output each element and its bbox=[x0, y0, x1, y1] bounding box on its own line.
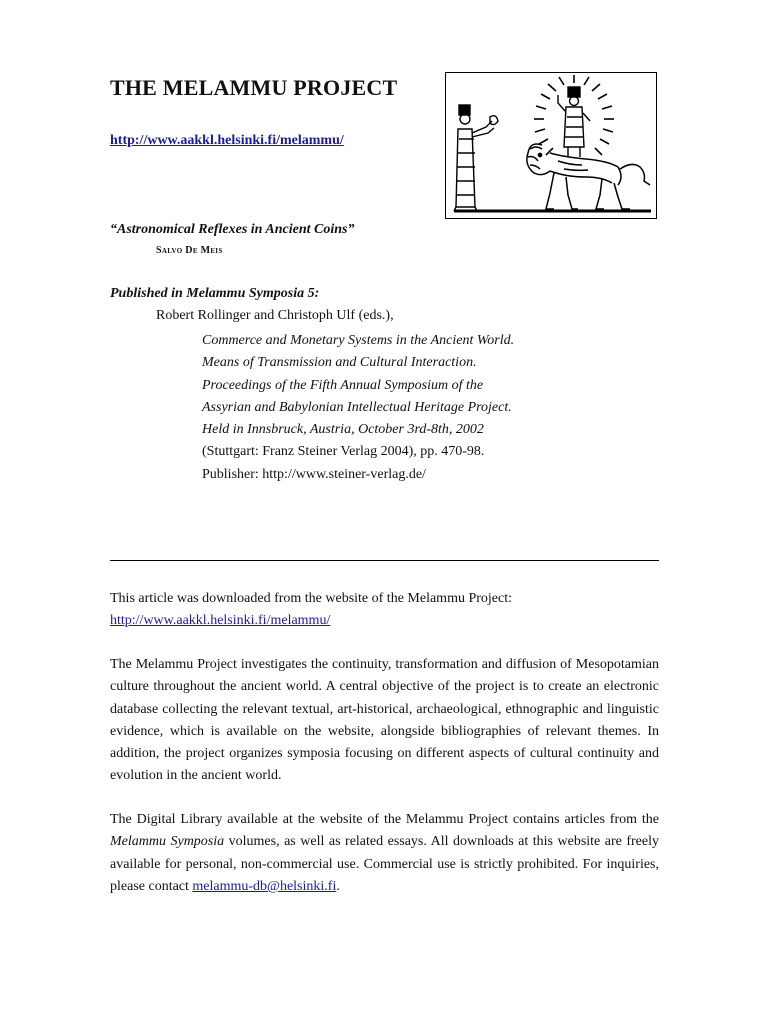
digital-library-paragraph bbox=[110, 809, 659, 898]
book-subtitle-line: Means of Transmission and Cultural Interaction. bbox=[202, 355, 477, 371]
horizontal-divider bbox=[110, 560, 659, 561]
published-heading: Published in Melammu Symposia 5: bbox=[110, 286, 320, 301]
symposia-title: Melammu Symposia bbox=[110, 834, 225, 850]
proceedings-line: Proceedings of the Fifth Annual Symposium of the bbox=[202, 377, 484, 393]
project-url-link[interactable]: http://www.aakkl.helsinki.fi/melammu/ bbox=[110, 133, 344, 148]
publication-details bbox=[202, 330, 514, 486]
project-description-paragraph: The Melammu Project investigates the continuity, transformation and diffusion of Mesopotamian culture throughout the ancient world. A central objective of the project is to create an electronic database collecting the relevant textual, art-historical, archaeological, ethnographic and linguistic evidence, which is available on the website, alongside bibliographies of relevant themes. In addition, the project organizes symposia focusing on different aspects of cultural continuity and evolution in the ancient world. bbox=[110, 657, 659, 784]
page-title: THE MELAMMU PROJECT bbox=[110, 75, 398, 100]
melammu-seal-icon bbox=[445, 72, 657, 219]
paragraph-text: volumes, as well as related essays. All downloads at this website are freely available for personal, non-commercial use. Commercial use is strictly prohibited. For inquiries, please contact bbox=[110, 834, 659, 894]
article-author: Salvo De Meis bbox=[156, 245, 223, 256]
download-note bbox=[110, 588, 659, 633]
editors: Robert Rollinger and Christoph Ulf (eds.), bbox=[156, 308, 394, 323]
paragraph-end: . bbox=[336, 878, 340, 894]
book-title-line: Commerce and Monetary Systems in the Ancient World. bbox=[202, 333, 515, 348]
publisher-url-line: Publisher: http://www.steiner-verlag.de/ bbox=[202, 466, 426, 482]
project-line: Assyrian and Babylonian Intellectual Heritage Project. bbox=[202, 399, 512, 415]
publisher-info-line: (Stuttgart: Franz Steiner Verlag 2004), pp. 470-98. bbox=[202, 444, 485, 460]
download-note-text: This article was downloaded from the website of the Melammu Project: bbox=[110, 591, 513, 606]
location-date-line: Held in Innsbruck, Austria, October 3rd-8th, 2002 bbox=[202, 422, 484, 438]
paragraph-text: The Digital Library available at the website of the Melammu Project contains articles from the bbox=[110, 812, 659, 827]
contact-email-link[interactable]: melammu-db@helsinki.fi bbox=[192, 878, 337, 894]
article-title: “Astronomical Reflexes in Ancient Coins” bbox=[110, 222, 355, 237]
download-note-link[interactable]: http://www.aakkl.helsinki.fi/melammu/ bbox=[110, 613, 331, 629]
